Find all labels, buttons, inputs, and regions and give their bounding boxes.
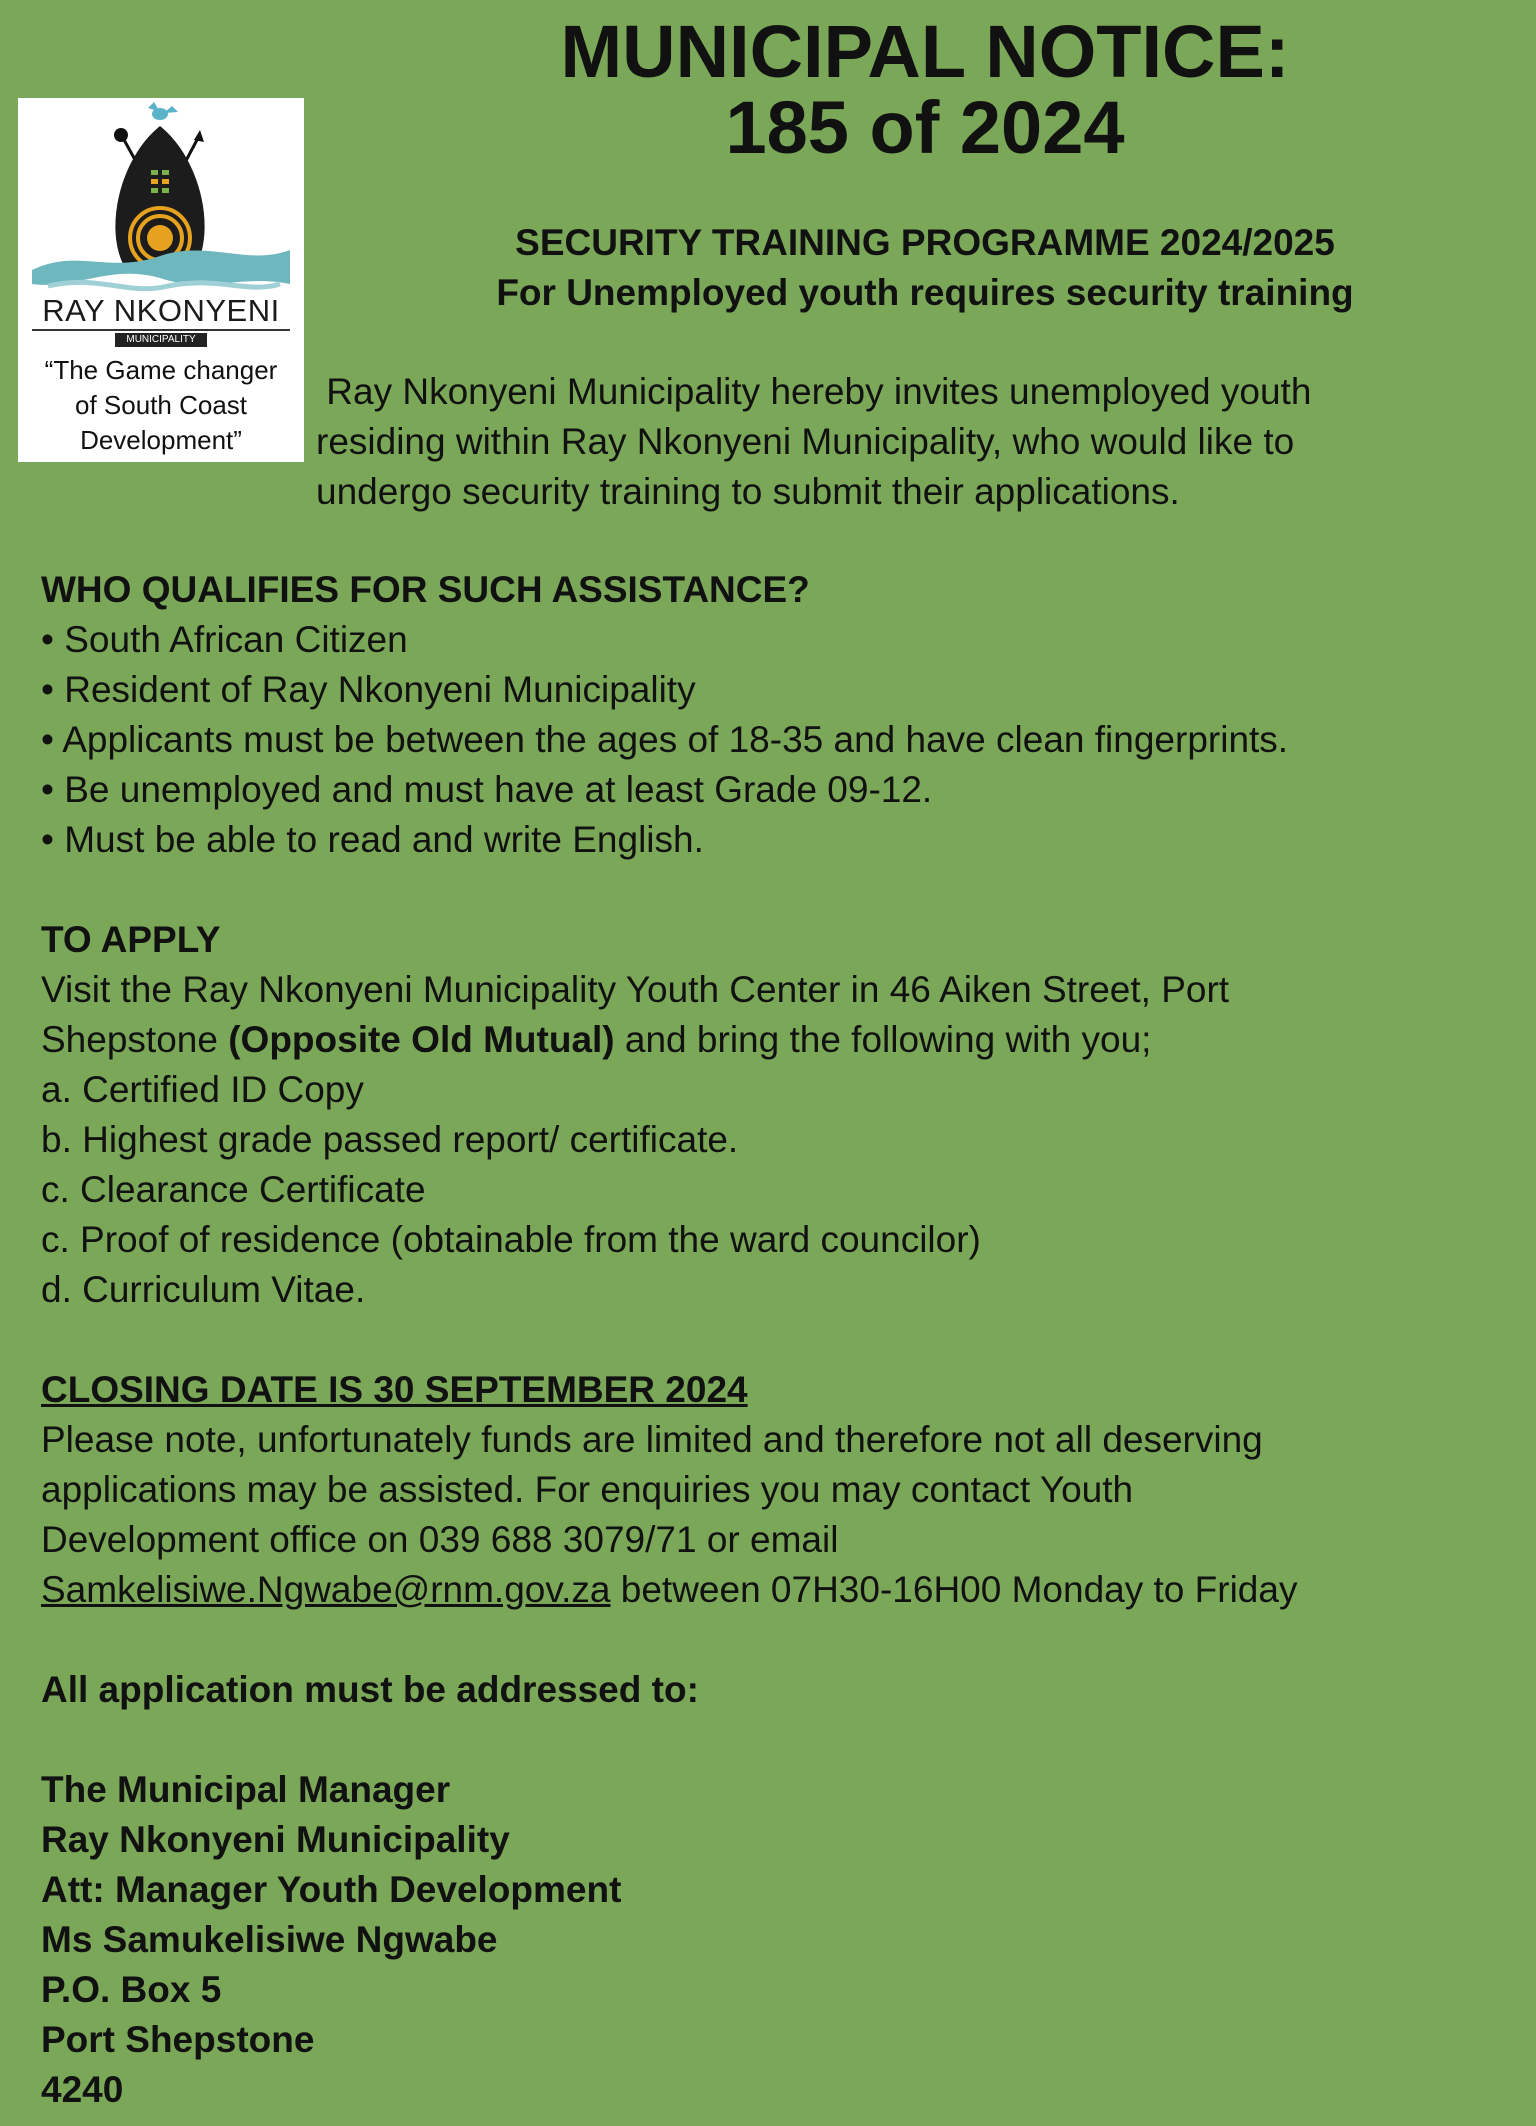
address-line: The Municipal Manager — [41, 1769, 451, 1810]
closing-line4 — [41, 1565, 1511, 1615]
apply-item: c. Clearance Certificate — [41, 1169, 426, 1210]
apply-line2-pre: Shepstone — [41, 1019, 229, 1060]
notice-title-line1: MUNICIPAL NOTICE: — [560, 10, 1290, 93]
qualify-item: • Be unemployed and must have at least Grade 09-12. — [41, 769, 933, 810]
logo-tagline — [18, 353, 304, 458]
logo-sub: MUNICIPALITY — [115, 333, 207, 347]
qualify-item: • Resident of Ray Nkonyeni Municipality — [41, 669, 696, 710]
address-line: Ms Samukelisiwe Ngwabe — [41, 1919, 498, 1960]
apply-landmark: (Opposite Old Mutual) — [228, 1019, 615, 1060]
intro-line2: residing within Ray Nkonyeni Municipality, who would like to — [316, 421, 1295, 462]
tagline-line2: of South Coast — [75, 390, 247, 420]
closing-heading: CLOSING DATE IS 30 SEPTEMBER 2024 — [41, 1369, 748, 1410]
address-heading: All application must be addressed to: — [41, 1669, 699, 1710]
closing-line2: applications may be assisted. For enquiries you may contact Youth — [41, 1469, 1134, 1510]
email-link[interactable]: Samkelisiwe.Ngwabe@rnm.gov.za — [41, 1569, 611, 1610]
notice-body — [41, 565, 1511, 2115]
spacer — [41, 1615, 1511, 1665]
spacer — [41, 865, 1511, 915]
apply-item: d. Curriculum Vitae. — [41, 1269, 366, 1310]
notice-subtitle — [330, 218, 1520, 318]
spacer — [41, 1715, 1511, 1765]
apply-item: c. Proof of residence (obtainable from the ward councilor) — [41, 1219, 981, 1260]
municipality-logo — [18, 98, 304, 462]
apply-item: a. Certified ID Copy — [41, 1069, 364, 1110]
apply-line2-post: and bring the following with you; — [614, 1019, 1152, 1060]
tagline-line1: “The Game changer — [44, 355, 278, 385]
apply-item: b. Highest grade passed report/ certificate. — [41, 1119, 739, 1160]
closing-line1: Please note, unfortunately funds are limited and therefore not all deserving — [41, 1419, 1263, 1460]
qualify-item: • Applicants must be between the ages of 18-35 and have clean fingerprints. — [41, 719, 1289, 760]
closing-line4-post: between 07H30-16H00 Monday to Friday — [610, 1569, 1298, 1610]
shield-emblem-icon — [18, 98, 304, 298]
spacer — [41, 1315, 1511, 1365]
qualify-item: • Must be able to read and write English. — [41, 819, 704, 860]
apply-line2 — [41, 1015, 1511, 1065]
address-line: Port Shepstone — [41, 2019, 315, 2060]
notice-title-line2: 185 of 2024 — [725, 86, 1125, 169]
address-line: 4240 — [41, 2069, 124, 2110]
address-line: P.O. Box 5 — [41, 1969, 222, 2010]
apply-heading: TO APPLY — [41, 919, 221, 960]
subtitle-line1: SECURITY TRAINING PROGRAMME 2024/2025 — [515, 222, 1335, 263]
logo-name: RAY NKONYENI — [42, 293, 280, 328]
bird-icon — [148, 102, 178, 120]
intro-line3: undergo security training to submit their applications. — [316, 471, 1180, 512]
qualify-heading: WHO QUALIFIES FOR SUCH ASSISTANCE? — [41, 569, 810, 610]
subtitle-line2: For Unemployed youth requires security training — [496, 272, 1354, 313]
address-line: Ray Nkonyeni Municipality — [41, 1819, 510, 1860]
closing-line3: Development office on 039 688 3079/71 or email — [41, 1519, 839, 1560]
tagline-line3: Development” — [80, 425, 242, 455]
address-line: Att: Manager Youth Development — [41, 1869, 622, 1910]
intro-paragraph — [316, 367, 1496, 517]
logo-divider — [32, 329, 290, 331]
notice-title — [330, 10, 1520, 169]
apply-line1: Visit the Ray Nkonyeni Municipality Youth Center in 46 Aiken Street, Port — [41, 969, 1230, 1010]
qualify-item: • South African Citizen — [41, 619, 408, 660]
intro-line1: Ray Nkonyeni Municipality hereby invites unemployed youth — [316, 371, 1312, 412]
